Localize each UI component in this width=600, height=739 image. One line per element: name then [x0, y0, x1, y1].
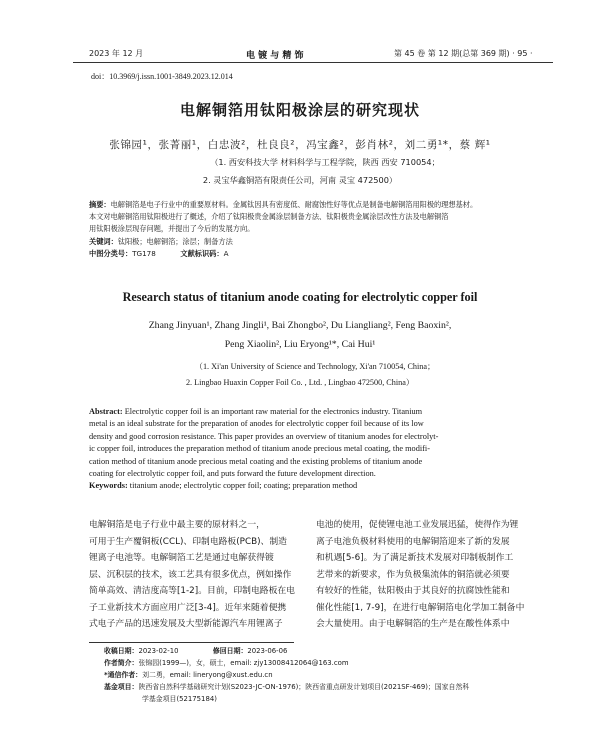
- keywords-en: titanium anode; electrolytic copper foil; coating; preparation method: [129, 481, 358, 491]
- abstract-en-line: metal is an ideal substrate for the preparation of anodes for electrolytic copper foil because of its low: [89, 419, 424, 429]
- body-column-left: [89, 517, 301, 633]
- author-bio: 张锦园(1999—)，女，硕士，email: zjy13008412064@163.com: [138, 659, 349, 667]
- affiliation-en-line: 2. Lingbao Huaxin Copper Foil Co. , Ltd. , Lingbao 472500, China）: [185, 377, 415, 387]
- abstract-en-line: density and good corrosion resistance. This paper provides an overview of titanium anodes for electrolyt-: [89, 431, 439, 441]
- clc-label: 中图分类号：: [89, 248, 133, 258]
- body-line: 离子电池负极材料使用的电解铜箔迎来了新的发展: [316, 536, 510, 547]
- journal-name: 电 镀 与 精 饰: [246, 51, 304, 61]
- abstract-en-line: ic copper foil, introduces the preparation method of titanium anode precious metal coating, the modifi-: [89, 444, 430, 454]
- title-en: Research status of titanium anode coating for electrolytic copper foil: [122, 290, 478, 304]
- body-column-right: [316, 517, 530, 633]
- abstract-cn-label: 摘要：: [89, 200, 111, 209]
- affiliation-cn-2: 2. 灵宝华鑫铜箔有限责任公司，河南 灵宝 472500）: [202, 175, 398, 185]
- body-line: 催化性能[1, 7-9]，在进行电解铜箔电化学加工制备中: [316, 602, 525, 613]
- abstract-en-label: Abstract:: [89, 407, 123, 416]
- affiliation-cn-1: （1. 西安科技大学 材料科学与工程学院，陕西 西安 710054；: [210, 157, 440, 167]
- body-line: 电解铜箔是电子行业中最主要的原材料之一，: [89, 520, 265, 530]
- header-rule: [73, 62, 553, 63]
- body-line: 式电子产品的迅速发展及大型新能源汽车用锂离子: [89, 619, 283, 629]
- corresponding-author: 刘二勇，email: lineryong@xust.edu.cn: [142, 671, 273, 679]
- abstract-en-line: cation method of titanium anode precious metal coating and the existing problems of titanium anode: [89, 456, 423, 466]
- fund-label: 基金项目：: [104, 683, 139, 691]
- author-bio-label: 作者简介：: [104, 659, 139, 667]
- body-line: 和机遇[5-6]。为了满足新技术发展对印制板制作工: [316, 553, 514, 563]
- clc-value: TG178: [132, 248, 156, 258]
- received-date: 2023-02-10: [138, 647, 179, 655]
- keywords-cn-label: 关键词：: [89, 236, 118, 246]
- doc-code-label: 文献标识码：: [180, 248, 224, 258]
- keywords-cn: 钛阳极；电解铜箔；涂层；制备方法: [117, 236, 233, 246]
- header-date: 2023 年 12 月: [89, 49, 144, 58]
- title-cn: 电解铜箔用钛阳极涂层的研究现状: [179, 101, 420, 119]
- body-line: 锂离子电池等。电解铜箔工艺是通过电解获得镀: [89, 553, 274, 563]
- body-line: 层、沉积层的技术，该工艺具有很多优点，例如操作: [89, 569, 292, 580]
- body-line: 艺带来的新要求，作为负极集流体的铜箔就必须要: [316, 569, 510, 580]
- issue-info: 第 45 卷 第 12 期(总第 369 期) · 95 ·: [394, 49, 533, 58]
- fund-line: 学基金项目(52175184): [142, 695, 217, 703]
- body-line: 子工业新技术方面应用广泛[3-4]。近年来随着便携: [89, 602, 287, 613]
- abstract-cn-line: 电解铜箔是电子行业中的重要原材料。金属钛因具有密度低、耐腐蚀性好等优点是制备电解铜箔用阳极的理想基材。: [110, 200, 478, 209]
- abstract-cn-line: 用钛阳极涂层现存问题，并提出了今后的发展方向。: [89, 224, 255, 234]
- body-line: 简单高效、清洁度高等[1-2]。目前，印制电路板在电: [89, 586, 295, 596]
- abstract-en: [89, 406, 537, 493]
- abstract-cn-line: 本文对电解铜箔用钛阳极进行了概述，介绍了钛阳极贵金属涂层制备方法、钛阳极贵金属涂层改性方法及电解铜箔: [89, 212, 449, 222]
- authors-en-line: Zhang Jinyuan¹, Zhang Jingli¹, Bai Zhongbo², Du Liangliang², Feng Baoxin²,: [148, 320, 452, 331]
- abstract-en-line: coating for electrolytic copper foil, and puts forward the future development direction.: [89, 469, 376, 479]
- doc-code-value: A: [223, 248, 229, 258]
- revised-label: 修回日期：: [212, 647, 248, 655]
- abstract-en-line: Electrolytic copper foil is an important raw material for the electronics industry. Titanium: [124, 407, 423, 416]
- affiliation-en-line: （1. Xi'an University of Science and Technology, Xi'an 710054, China；: [194, 362, 436, 371]
- body-line: 电池的使用，促使锂电池工业发展迅猛，使得作为锂: [316, 520, 519, 530]
- body-line: 可用于生产覆铜板(CCL)、印制电路板(PCB)、制造: [89, 536, 287, 547]
- authors-en: [0, 316, 600, 354]
- body-line: 有较好的性能，钛阳极由于其良好的抗腐蚀性能和: [316, 586, 510, 596]
- affiliation-en: [0, 359, 600, 390]
- footnote-rule: [89, 642, 294, 643]
- body-line: 会大量使用。由于电解铜箔的生产是在酸性体系中: [316, 619, 510, 629]
- fund-line: 陕西省自然科学基础研究计划(S2023-JC-ON-1976)；陕西省重点研发计划项目(2021SF-469)；国家自然科: [138, 683, 470, 691]
- keywords-en-label: Keywords:: [89, 481, 128, 491]
- corresponding-label: *通信作者：: [104, 671, 143, 679]
- abstract-cn: [89, 199, 529, 260]
- authors-en-line: Peng Xiaolin², Liu Eryong¹*, Cai Hui¹: [224, 339, 376, 351]
- footnote: [104, 645, 544, 705]
- received-label: 收稿日期：: [104, 647, 139, 655]
- doi: doi：10.3969/j.issn.1001-3849.2023.12.014: [91, 72, 233, 81]
- revised-date: 2023-06-06: [247, 647, 288, 655]
- authors-cn: 张锦园¹，张菁丽¹，白忠波²，杜良良²，冯宝鑫²，彭肖林²，刘二勇¹*，蔡 辉¹: [109, 139, 491, 151]
